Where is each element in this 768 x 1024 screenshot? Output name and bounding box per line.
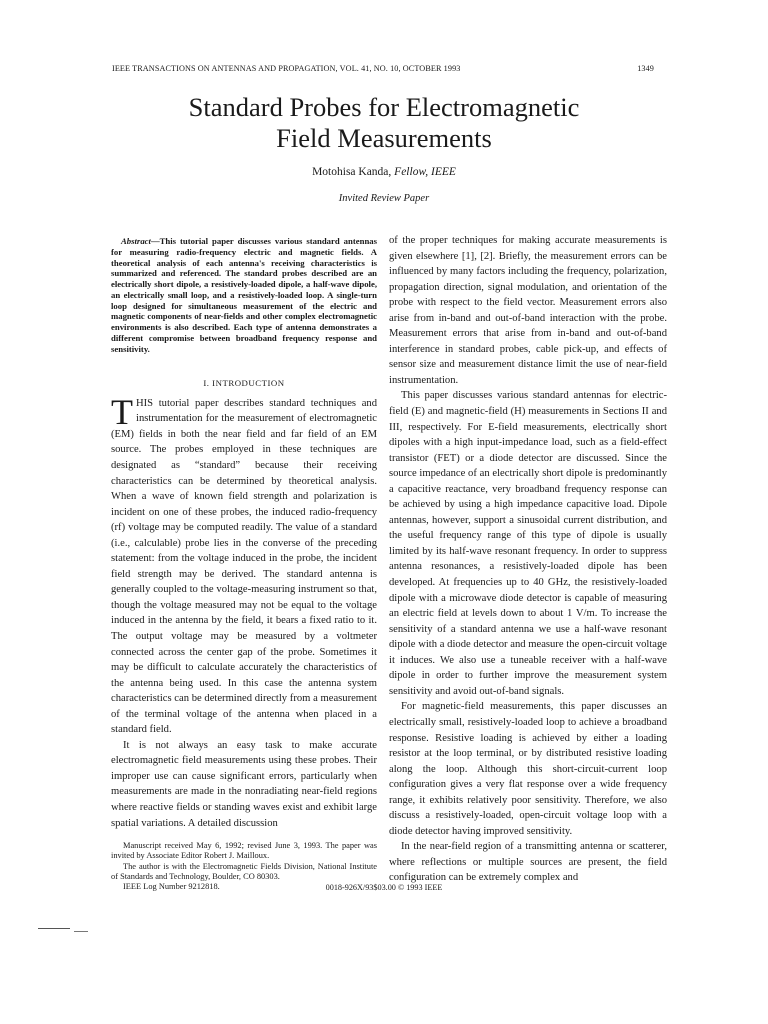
footnote-affiliation: The author is with the Electromagnetic Fields Division, National Institute of Standards and Technology, Boulder, CO 80303. bbox=[111, 861, 377, 881]
left-column bbox=[111, 236, 377, 893]
author-name: Motohisa Kanda, bbox=[312, 166, 392, 178]
intro-paragraph-1: THIS tutorial paper describes standard techniques and instrumentation for the measurement of electromagnetic (EM) fields in both the near field and far field of an EM source. The probes employed in these techniques are designated as “standard” because their receiving characteristics can be determined by theoretical analysis. When a wave of known field strength and polarization is incident on one of these probes, the induced radio-frequency (rf) voltage may be computed readily. The value of a standard (i.e., calculable) probe lies in the converse of the preceding statement: from the voltage induced in the probe, the incident field strength may be derived. The standard antenna is generally coupled to the voltage-measuring instrument so that, though the voltage measured may not be equal to the voltage induced in the antenna by the field, it bears a fixed ratio to it. The output voltage may be measured by a voltmeter connected across the center gap of the probe. Sometimes it may be difficult to calculate accurately the characteristics of the antenna being used. In this case the antenna system characteristics can be determined directly from a measurement of the terminal voltage of the antenna when placed in a standard field. bbox=[111, 391, 377, 736]
scan-artifact-mark-2 bbox=[74, 931, 88, 932]
journal-citation: IEEE TRANSACTIONS ON ANTENNAS AND PROPAGATION, VOL. 41, NO. 10, OCTOBER 1993 bbox=[112, 64, 461, 73]
author-line bbox=[100, 166, 668, 178]
scan-artifact-mark bbox=[38, 928, 70, 929]
invited-review-label: Invited Review Paper bbox=[338, 193, 430, 204]
copyright-line: 0018-926X/93$03.00 © 1993 IEEE bbox=[325, 883, 443, 892]
right-paragraph-4: In the near-field region of a transmitting antenna or scatterer, where reflections or multiple sources are present, the field configuration can be extremely complex and bbox=[389, 841, 667, 884]
right-column bbox=[389, 233, 667, 886]
right-paragraph-3: For magnetic-field measurements, this paper discusses an electrically small, resistively-loaded loop to achieve a broadband response. Resistive loading is achieved by either a loading resistor at the loop terminal, or by distributed resistive loading along the loop. Although this short-circuit-current loop configuration gives a very flat response over a wide frequency range, it exhibits relatively poor sensitivity. Therefore, we also discuss a resistively-loaded, open-circuit voltage loop with a diode detector having improved sensitivity. bbox=[389, 701, 667, 837]
abstract-label: Abstract bbox=[121, 236, 151, 246]
title-line-1: Standard Probes for Electromagnetic bbox=[188, 92, 580, 122]
abstract bbox=[111, 236, 377, 354]
footnote-manuscript: Manuscript received May 6, 1992; revised June 3, 1993. The paper was invited by Associate Editor Robert J. Mailloux. bbox=[111, 841, 377, 861]
right-paragraph-1: of the proper techniques for making accurate measurements is given elsewhere [1], [2]. Briefly, the measurement errors can be influenced by many factors including the frequency, polarization, propagation direction, signal modulation, and orientation of the probe with respect to the field vector. Measurement errors also arise from in-band and out-of-band interaction with the probe. Measurement errors that arise from in-band and out-of-band interference in standard probes, cable pick-up, and effects of sensor size and measurement distance limit the use of near-field instrumentation. bbox=[389, 235, 667, 386]
section-heading-introduction: I. INTRODUCTION bbox=[203, 378, 285, 389]
title-line-2: Field Measurements bbox=[276, 123, 492, 153]
paper-title bbox=[100, 92, 668, 154]
abstract-text: —This tutorial paper discusses various standard antennas for measuring radio-frequency electric and magnetic fields. A theoretical analysis of each antenna's receiving characteristics is summarized and referenced. The standard probes described are an electrically short dipole, a resistively-loaded dipole, a half-wave dipole, an electrically small loop, and a resistively-loaded loop. A single-turn loop designed for simultaneous measurement of the electric and magnetic components of near-fields and other complex electromagnetic environments is also described. Each type of antenna demonstrates a different compromise between broadband frequency response and sensitivity. bbox=[111, 236, 377, 354]
author-grade: Fellow, IEEE bbox=[394, 166, 456, 178]
right-paragraph-2: This paper discusses various standard antennas for electric-field (E) and magnetic-field (H) measurements in Sections II and III, respectively. For E-field measurements, electrically short dipoles with a high input-impedance load, such as a field-effect transistor (FET) or a diode detector are discussed. Since the source impedance of an electrically short dipole is predominantly a capacitive reactance, very broadband frequency response can be achieved by using a high impedance capacitive load. Dipole antennas, however, support a sinusoidal current distribution, and the useful frequency range of this type of dipole is usually limited by its half-wave resonant frequency. In order to suppress antenna resonances, a resistively-loaded dipole has been developed. At frequencies up to 40 GHz, the resistively-loaded dipole with a microwave diode detector is capable of measuring an electric field at levels down to about 1 V/m. To increase the sensitivity of a standard antenna we use a half-wave resonant dipole with a diode detector and measure the open-circuit voltage it induces. We also use a tuneable receiver with a half-wave dipole in order to further improve the measurement system sensitivity and avoid out-of-band signals. bbox=[389, 390, 667, 697]
page-number: 1349 bbox=[637, 64, 654, 73]
intro-paragraph-2: It is not always an easy task to make accurate electromagnetic field measurements using these probes. Their improper use can cause significant errors, particularly when measurements are made in the nonradiating near-field regions where reactive fields or standing waves exist and exhibit large spatial variations. A detailed discussion bbox=[111, 739, 377, 829]
footnote-log-number: IEEE Log Number 9212818. bbox=[123, 882, 220, 892]
